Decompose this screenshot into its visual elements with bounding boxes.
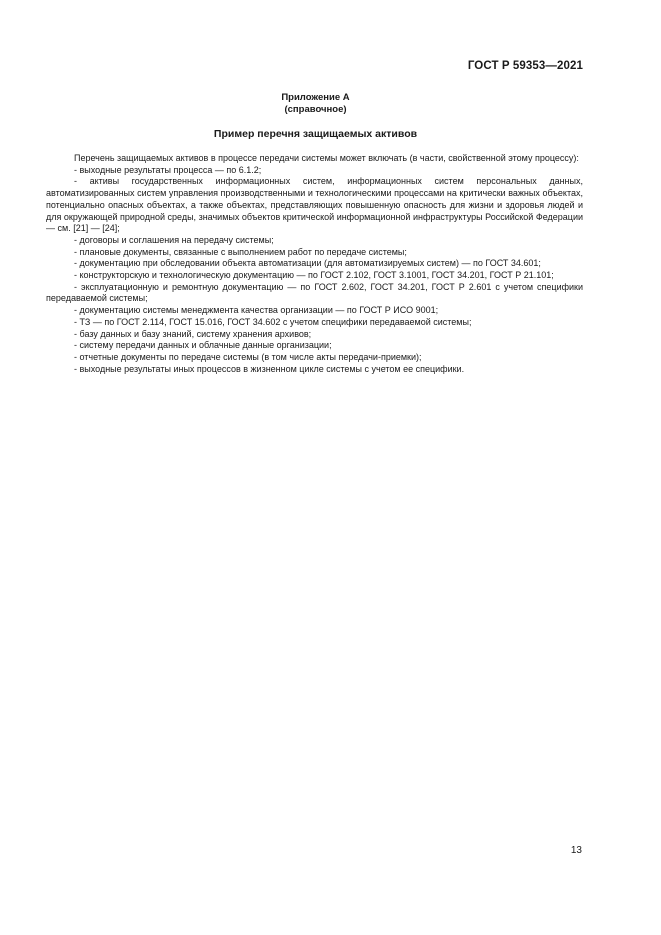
list-item: - эксплуатационную и ремонтную документацию — по ГОСТ 2.602, ГОСТ 34.201, ГОСТ Р 2.601 с учетом специфики передаваемой системы; bbox=[46, 281, 583, 304]
list-item: - договоры и соглашения на передачу системы; bbox=[74, 234, 274, 245]
document-code: ГОСТ Р 59353—2021 bbox=[467, 60, 583, 72]
list-item: - плановые документы, связанные с выполнением работ по передаче системы; bbox=[74, 246, 407, 257]
annex-subtitle: (справочное) bbox=[284, 104, 347, 115]
list-item: - отчетные документы по передаче системы (в том числе акты передачи-приемки); bbox=[74, 351, 422, 362]
list-item: - выходные результаты иных процессов в жизненном цикле системы с учетом ее специфики. bbox=[74, 363, 465, 374]
list-item: - документацию при обследовании объекта автоматизации (для автоматизируемых систем) — по ГОСТ 34.601; bbox=[74, 258, 541, 269]
annex-title: Приложение А bbox=[281, 92, 350, 103]
page-number: 13 bbox=[570, 845, 582, 856]
section-title: Пример перечня защищаемых активов bbox=[213, 128, 418, 140]
annex-heading bbox=[0, 92, 631, 116]
list-item: - ТЗ — по ГОСТ 2.114, ГОСТ 15.016, ГОСТ 34.602 с учетом специфики передаваемой системы; bbox=[74, 316, 472, 327]
list-item: - базу данных и базу знаний, систему хранения архивов; bbox=[74, 328, 312, 339]
list-item: - активы государственных информационных систем, информационных систем персональных данных, автоматизированных систем управления производственными и технологическими процессами на критически важных объектах, потенциально опасных объектах, а также объектах, представляющих повышенную опасность для жизни и здоровья людей и для окружающей природной среды, значимых объектов критической информационной инфраструктуры Российской Федерации — см. [21] — [24]; bbox=[46, 176, 583, 234]
list-item: - документацию системы менеджмента качества организации — по ГОСТ Р ИСО 9001; bbox=[74, 305, 439, 316]
body-text bbox=[46, 153, 583, 375]
list-item: - систему передачи данных и облачные данные организации; bbox=[74, 340, 332, 351]
list-item: - конструкторскую и технологическую документацию — по ГОСТ 2.102, ГОСТ 3.1001, ГОСТ 34.201, ГОСТ Р 21.101; bbox=[74, 270, 554, 281]
list-item: - выходные результаты процесса — по 6.1.2; bbox=[74, 164, 262, 175]
paragraph-intro: Перечень защищаемых активов в процессе передачи системы может включать (в части, свойственной этому процессу): bbox=[74, 153, 579, 163]
